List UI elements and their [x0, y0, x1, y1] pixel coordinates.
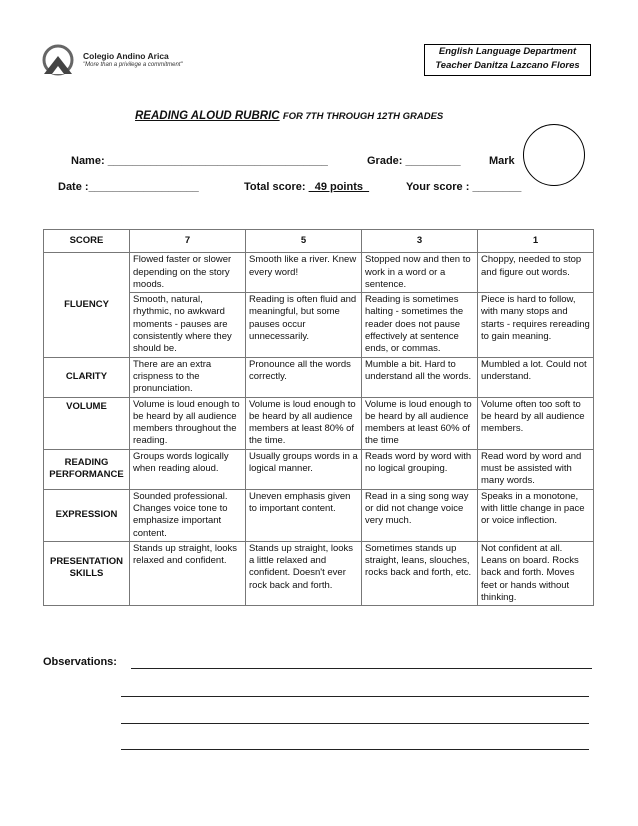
- rubric-title: READING ALOUD RUBRIC: [135, 110, 280, 122]
- table-cell: Pronounce all the words correctly.: [246, 357, 362, 397]
- table-cell: Read in a sing song way or did not change voice very much.: [362, 489, 478, 541]
- school-slogan: "More than a privilege a commitment": [83, 62, 183, 68]
- table-cell: Volume is loud enough to be heard by all audience members at least 60% of the time: [362, 397, 478, 449]
- table-row: [44, 449, 594, 489]
- observations-line[interactable]: [121, 723, 589, 724]
- criterion-expression: EXPRESSION: [44, 489, 130, 541]
- grade-field[interactable]: [367, 155, 461, 167]
- table-cell: Volume often too soft to be heard by all audience members.: [478, 397, 594, 449]
- name-blank: ____________________________________: [107, 155, 328, 167]
- mark-circle: [523, 124, 585, 186]
- table-row: [44, 541, 594, 605]
- table-cell: Volume is loud enough to be heard by all audience members throughout the reading.: [130, 397, 246, 449]
- table-cell: Uneven emphasis given to important content.: [246, 489, 362, 541]
- date-blank: __________________: [88, 181, 199, 193]
- name-field[interactable]: [71, 155, 328, 167]
- total-score-value: 49 points: [308, 181, 370, 193]
- header-3: 3: [362, 230, 478, 253]
- table-cell: Mumble a bit. Hard to understand all the words.: [362, 357, 478, 397]
- table-cell: Smooth, natural, rhythmic, no awkward moments - pauses are consistently where they should be.: [130, 293, 246, 357]
- table-cell: There are an extra crispness to the pronunciation.: [130, 357, 246, 397]
- table-cell: Speaks in a monotone, with little change in pace or voice inflection.: [478, 489, 594, 541]
- table-cell: Sounded professional. Changes voice tone to emphasize important content.: [130, 489, 246, 541]
- your-score-field[interactable]: [406, 181, 521, 193]
- table-cell: Reads word by word with no logical grouping.: [362, 449, 478, 489]
- criterion-fluency: FLUENCY: [44, 253, 130, 357]
- observations-label: Observations:: [43, 656, 117, 668]
- table-cell: Stands up straight, looks a little relaxed and confident. Doesn't ever rock back and forth.: [246, 541, 362, 605]
- table-cell: Reading is often fluid and meaningful, but some pauses occur unnecessarily.: [246, 293, 362, 357]
- page-title: [135, 110, 443, 122]
- your-score-blank: ________: [472, 181, 522, 193]
- teacher-name: Teacher Danitza Lazcano Flores: [435, 60, 580, 71]
- table-cell: Groups words logically when reading aloud.: [130, 449, 246, 489]
- table-cell: Read word by word and must be assisted with many words.: [478, 449, 594, 489]
- date-field[interactable]: [58, 181, 199, 193]
- table-header-row: [44, 230, 594, 253]
- school-name: Colegio Andino Arica: [83, 51, 169, 61]
- header-1: 1: [478, 230, 594, 253]
- department-name: English Language Department: [438, 46, 577, 57]
- table-cell: Volume is loud enough to be heard by all audience members at least 80% of the time.: [246, 397, 362, 449]
- school-logo: [40, 44, 200, 84]
- table-row: [44, 489, 594, 541]
- table-cell: Choppy, needed to stop and figure out words.: [478, 253, 594, 293]
- total-score-label: Total score:: [244, 181, 306, 193]
- mark-label: Mark: [489, 155, 515, 167]
- table-cell: Stopped now and then to work in a word or a sentence.: [362, 253, 478, 293]
- rubric-subtitle: FOR 7TH THROUGH 12TH GRADES: [282, 111, 444, 122]
- table-cell: Piece is hard to follow, with many stops and starts - requires rereading to gain meaning.: [478, 293, 594, 357]
- observations-line[interactable]: [121, 749, 589, 750]
- header-7: 7: [130, 230, 246, 253]
- criterion-clarity: CLARITY: [44, 357, 130, 397]
- table-cell: Mumbled a lot. Could not understand.: [478, 357, 594, 397]
- table-cell: Stands up straight, looks relaxed and confident.: [130, 541, 246, 605]
- table-cell: Sometimes stands up straight, leans, slouches, rocks back and forth, etc.: [362, 541, 478, 605]
- date-label: Date :: [58, 181, 89, 193]
- table-row: [44, 253, 594, 293]
- rubric-table: [43, 229, 594, 606]
- criterion-presentation-skills: PRESENTATION SKILLS: [44, 541, 130, 605]
- header-score: SCORE: [44, 230, 130, 253]
- criterion-reading-performance: READING PERFORMANCE: [44, 449, 130, 489]
- table-cell: Not confident at all. Leans on board. Rocks back and forth. Moves feet or hands without thinking.: [478, 541, 594, 605]
- table-cell: Usually groups words in a logical manner.: [246, 449, 362, 489]
- observations-line[interactable]: [131, 668, 592, 669]
- table-cell: Smooth like a river. Knew every word!: [246, 253, 362, 293]
- your-score-label: Your score :: [406, 181, 470, 193]
- table-cell: Reading is sometimes halting - sometimes the reader does not pause effectively at sentence ends, or commas.: [362, 293, 478, 357]
- department-box: [424, 44, 591, 76]
- grade-label: Grade:: [367, 155, 403, 167]
- header-5: 5: [246, 230, 362, 253]
- mountain-logo-icon: [40, 44, 80, 80]
- observations-line[interactable]: [121, 696, 589, 697]
- table-row: [44, 357, 594, 397]
- criterion-volume: VOLUME: [44, 397, 130, 449]
- table-cell: Flowed faster or slower depending on the story moods.: [130, 253, 246, 293]
- total-score: [244, 181, 369, 193]
- table-row: [44, 397, 594, 449]
- grade-blank: _________: [405, 155, 461, 167]
- name-label: Name:: [71, 155, 105, 167]
